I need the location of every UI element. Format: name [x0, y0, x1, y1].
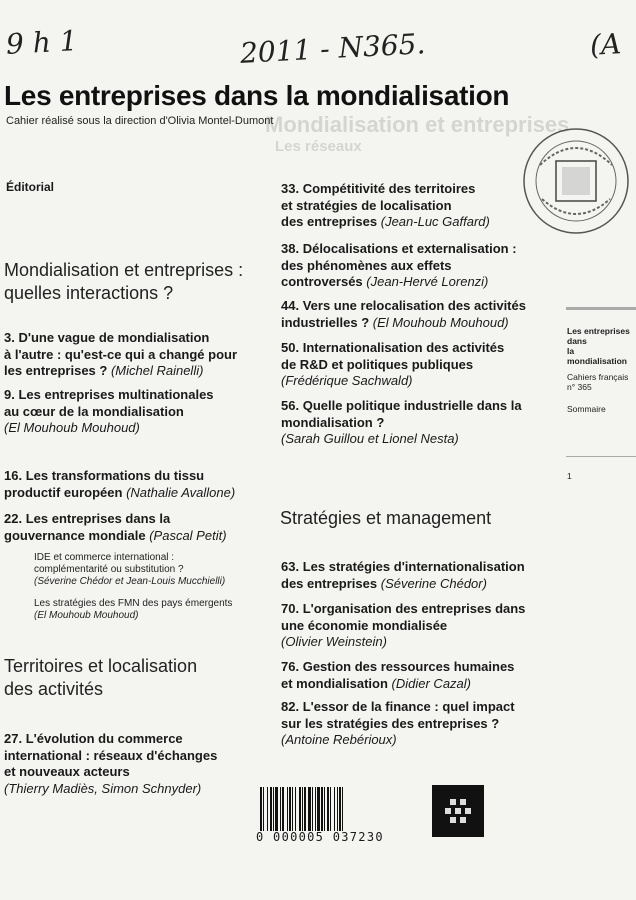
toc-num: 16. [4, 468, 23, 483]
toc-title: D'une vague de mondialisation [18, 330, 210, 345]
toc-author: (Michel Rainelli) [110, 363, 204, 378]
section-heading-2 [4, 655, 197, 701]
barcode-bar [312, 787, 313, 831]
sidebar-rule [566, 307, 636, 310]
toc-title: Compétitivité des territoires [302, 181, 476, 196]
page-subtitle: Cahier réalisé sous la direction d'Olivia Montel-Dumont [6, 115, 274, 127]
handwritten-date: 2011 - N365. [239, 27, 427, 70]
handwritten-ref: 9 h 1 [5, 24, 79, 61]
publisher-logo [432, 785, 484, 837]
toc-entry-82 [281, 699, 551, 749]
handwritten-mark: (A [589, 27, 622, 62]
box-title: Les stratégies des FMN des pays émergents [34, 598, 233, 609]
sidebar-line: Cahiers français [567, 372, 629, 382]
toc-title: mondialisation ? [281, 414, 385, 430]
toc-author: (Sarah Guillou et Lionel Nesta) [281, 431, 459, 446]
barcode-bar [330, 787, 331, 831]
barcode-bar [270, 787, 272, 831]
toc-num: 9. [4, 387, 15, 402]
toc-title: controversés [281, 274, 363, 289]
toc-title: et nouveaux acteurs [4, 764, 130, 779]
box-title: IDE et commerce international : [34, 552, 175, 563]
barcode-bar [275, 787, 278, 831]
section-2-line-2: des activités [4, 679, 104, 699]
box-author: (El Mouhoub Mouhoud) [34, 610, 139, 621]
toc-num: 38. [281, 241, 300, 256]
ghost-text: Mondialisation et entreprises [265, 112, 570, 137]
toc-entry-16 [4, 468, 274, 501]
toc-num: 44. [281, 298, 300, 313]
toc-title: gouvernance mondiale [4, 527, 146, 543]
toc-num: 33. [281, 181, 300, 196]
toc-title: L'organisation des entreprises dans [302, 601, 526, 616]
barcode-bar [308, 787, 311, 831]
page-title: Les entreprises dans la mondialisation [4, 80, 510, 111]
section-heading-3: Stratégies et management [280, 508, 492, 528]
ghost-text-2: Les réseaux [275, 138, 362, 155]
toc-num: 82. [281, 699, 300, 714]
toc-title: Les entreprises dans la [25, 511, 171, 526]
box-title: complémentarité ou substitution ? [34, 564, 184, 575]
toc-title: sur les stratégies des entreprises ? [281, 715, 500, 731]
sidebar-line: n° 365 [567, 382, 592, 392]
toc-author: (Thierry Madiès, Simon Schnyder) [4, 780, 202, 796]
toc-entry-44 [281, 298, 551, 331]
toc-title: et stratégies de localisation [281, 197, 452, 213]
toc-author: (Jean-Hervé Lorenzi) [366, 274, 489, 289]
toc-num: 56. [281, 398, 300, 413]
toc-title: des entreprises [281, 575, 378, 591]
toc-title: Vers une relocalisation des activités [302, 298, 526, 313]
toc-num: 76. [281, 659, 300, 674]
barcode-bar [327, 787, 329, 831]
toc-entry-22 [4, 511, 274, 544]
section-2-line-1: Territoires et localisation [4, 656, 198, 676]
toc-entry-3 [4, 330, 274, 380]
toc-title: L'évolution du commerce [25, 731, 183, 746]
toc-title: Les stratégies d'internationalisation [302, 559, 525, 574]
toc-title: Les entreprises multinationales [18, 387, 214, 402]
sidebar-block [567, 326, 635, 414]
toc-num: 3. [4, 330, 15, 345]
toc-num: 50. [281, 340, 300, 355]
section-1-line-2: quelles interactions ? [4, 283, 174, 303]
barcode-bar [287, 787, 288, 831]
section-heading-1 [4, 259, 243, 305]
toc-author: (Didier Cazal) [391, 675, 471, 691]
toc-title: Gestion des ressources humaines [302, 659, 515, 674]
barcode-bar [295, 787, 296, 831]
toc-entry-56 [281, 398, 551, 448]
toc-title: à l'autre : qu'est-ce qui a changé pour [4, 346, 238, 362]
barcode-bar [304, 787, 306, 831]
sidebar-rule-2 [566, 456, 636, 457]
barcode-bar [282, 787, 284, 831]
barcode-bar [280, 787, 281, 831]
toc-title: Délocalisations et externalisation : [302, 241, 517, 256]
toc-author: (Nathalie Avallone) [126, 484, 236, 500]
toc-title: les entreprises ? [4, 363, 108, 378]
page-number: 1 [567, 471, 572, 481]
toc-entry-33 [281, 181, 541, 231]
toc-title: de R&D et politiques publiques [281, 356, 474, 372]
sidebar-sommaire: Sommaire [567, 404, 606, 414]
toc-entry-76 [281, 659, 551, 692]
toc-author: (Jean-Luc Gaffard) [380, 214, 490, 229]
publisher-logo-icon [432, 785, 484, 837]
toc-title: et mondialisation [281, 675, 388, 691]
toc-entry-27 [4, 731, 274, 797]
toc-entry-63 [281, 559, 551, 592]
toc-title: industrielles ? [281, 314, 370, 330]
barcode-bar [299, 787, 301, 831]
barcode-bar [337, 787, 338, 831]
barcode-bar [292, 787, 293, 831]
toc-num: 63. [281, 559, 300, 574]
toc-author: (Antoine Rebérioux) [281, 732, 397, 747]
toc-entry-9 [4, 387, 274, 437]
barcode-bar [263, 787, 264, 831]
toc-author: (Séverine Chédor) [380, 575, 487, 591]
barcode-bar [260, 787, 262, 831]
toc-title: Les transformations du tissu [25, 468, 205, 483]
toc-num: 70. [281, 601, 300, 616]
barcode-bar [267, 787, 268, 831]
toc-num: 27. [4, 731, 23, 746]
toc-title: une économie mondialisée [281, 617, 448, 633]
toc-author: (Olivier Weinstein) [281, 634, 387, 649]
toc-title: L'essor de la finance : quel impact [302, 699, 515, 714]
barcode-bar [289, 787, 291, 831]
toc-entry-70 [281, 601, 551, 651]
toc-author: (Pascal Petit) [149, 527, 227, 543]
sidebar-line: la mondialisation [567, 346, 627, 366]
toc-title: international : réseaux d'échanges [4, 747, 218, 763]
toc-title: des phénomènes aux effets [281, 257, 452, 273]
barcode-bar [315, 787, 316, 831]
toc-author: (El Mouhoub Mouhoud) [4, 420, 140, 435]
barcode-bar [317, 787, 320, 831]
toc-title: Internationalisation des activités [302, 340, 505, 355]
barcode-digits: 0 000005 037230 [256, 830, 384, 844]
toc-num: 22. [4, 511, 23, 526]
barcode-bar [339, 787, 341, 831]
toc-entry-38 [281, 241, 551, 291]
barcode-bar [342, 787, 343, 831]
toc-title: au cœur de la mondialisation [4, 403, 184, 419]
sidebar-line: Les entreprises [567, 326, 630, 336]
box-author: (Séverine Chédor et Jean-Louis Mucchielli) [34, 576, 226, 587]
barcode-bar [321, 787, 323, 831]
barcode-bar [273, 787, 274, 831]
barcode-bar [302, 787, 303, 831]
toc-title: Quelle politique industrielle dans la [302, 398, 522, 413]
toc-author: (El Mouhoub Mouhoud) [372, 314, 509, 330]
barcode-bar [324, 787, 325, 831]
toc-box-1 [34, 552, 274, 588]
barcode-bar [334, 787, 335, 831]
toc-box-2 [34, 598, 274, 622]
toc-author: (Frédérique Sachwald) [281, 373, 413, 388]
barcode-icon [258, 787, 420, 831]
editorial-label: Éditorial [6, 180, 55, 194]
toc-title: productif européen [4, 484, 123, 500]
sidebar-line: dans [567, 336, 587, 346]
toc-entry-50 [281, 340, 551, 390]
toc-title: des entreprises [281, 214, 378, 229]
section-1-line-1: Mondialisation et entreprises : [4, 260, 244, 280]
